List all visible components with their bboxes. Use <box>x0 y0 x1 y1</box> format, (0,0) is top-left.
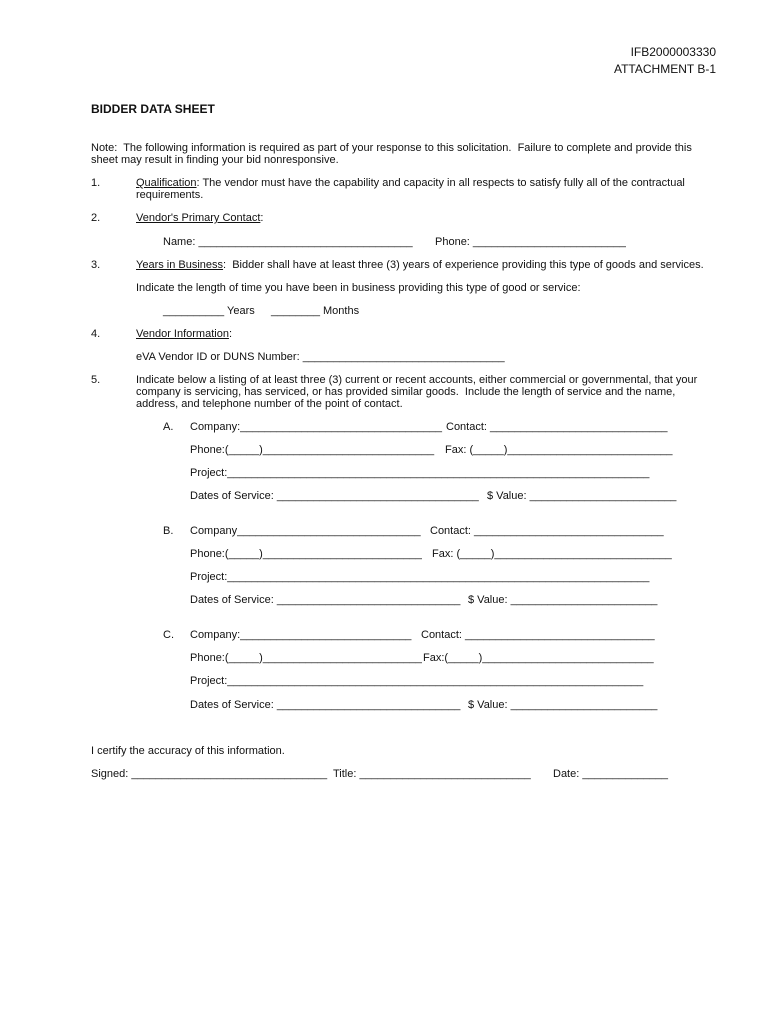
months-field[interactable]: ________ Months <box>271 305 360 317</box>
contact-phone-field[interactable]: Phone: _________________________ <box>435 236 626 248</box>
item-4-line <box>136 328 232 340</box>
certify-statement: I certify the accuracy of this information. <box>91 745 285 757</box>
item-2-number: 2. <box>91 212 101 224</box>
years-field[interactable]: __________ Years <box>163 305 255 317</box>
note-line-1: Note: The following information is required as part of your response to this solicitation. Failure to complete and provide this <box>91 142 692 154</box>
years-indicate-text: Indicate the length of time you have been in business providing this type of good or service: <box>136 282 581 294</box>
item-5-line-3: address, and telephone number of the point of contact. <box>136 398 403 410</box>
account-b-value-field[interactable]: $ Value: ________________________ <box>468 594 658 606</box>
page-title: BIDDER DATA SHEET <box>91 102 215 116</box>
account-a-phone-field[interactable]: Phone:(_____)____________________________ <box>190 444 435 456</box>
account-c-phone-field[interactable]: Phone:(_____)__________________________ <box>190 652 422 664</box>
eva-vendor-id-field[interactable]: eVA Vendor ID or DUNS Number: _________________________________ <box>136 351 505 363</box>
account-b-contact-field[interactable]: Contact: _______________________________ <box>430 525 664 537</box>
account-a-letter: A. <box>163 421 174 433</box>
item-4-number: 4. <box>91 328 101 340</box>
account-c-project-field[interactable]: Project:____________________________________________________________________ <box>190 675 644 687</box>
account-b-project-field[interactable]: Project:_____________________________________________________________________ <box>190 571 650 583</box>
qualification-heading: Qualification <box>136 177 197 189</box>
signer-title-field[interactable]: Title: ____________________________ <box>333 768 531 780</box>
account-c-fax-field[interactable]: Fax:(_____)____________________________ <box>423 652 654 664</box>
note-line-2: sheet may result in finding your bid nonresponsive. <box>91 154 339 166</box>
item-1-number: 1. <box>91 177 101 189</box>
vendor-information-heading: Vendor Information <box>136 328 229 340</box>
account-a-project-field[interactable]: Project:_____________________________________________________________________ <box>190 467 650 479</box>
attachment-label: ATTACHMENT B-1 <box>613 62 716 76</box>
account-b-phone-field[interactable]: Phone:(_____)__________________________ <box>190 548 422 560</box>
item-3-number: 3. <box>91 259 101 271</box>
account-c-company-field[interactable]: Company:____________________________ <box>190 629 412 641</box>
item-5-line-2: company is servicing, has serviced, or has provided similar goods. Include the length of service and the name, <box>136 386 676 398</box>
account-b-letter: B. <box>163 525 174 537</box>
signature-field[interactable]: Signed: ________________________________ <box>91 768 328 780</box>
account-c-contact-field[interactable]: Contact: _______________________________ <box>421 629 655 641</box>
account-b-fax-field[interactable]: Fax: (_____)_____________________________ <box>432 548 672 560</box>
primary-contact-heading: Vendor's Primary Contact <box>136 212 261 224</box>
account-c-letter: C. <box>163 629 174 641</box>
item-3-line <box>136 259 704 271</box>
account-a-contact-field[interactable]: Contact: _____________________________ <box>446 421 668 433</box>
item-1-line-2: requirements. <box>136 189 204 201</box>
account-a-fax-field[interactable]: Fax: (_____)___________________________ <box>445 444 673 456</box>
item-5-line-1: Indicate below a listing of at least three (3) current or recent accounts, either commercial or governmental, that your <box>136 374 698 386</box>
account-a-dates-field[interactable]: Dates of Service: _________________________________ <box>190 490 479 502</box>
years-in-business-text: : Bidder shall have at least three (3) years of experience providing this type of goods and services. <box>223 259 704 271</box>
account-c-value-field[interactable]: $ Value: ________________________ <box>468 699 658 711</box>
account-b-dates-field[interactable]: Dates of Service: ______________________________ <box>190 594 461 606</box>
signature-date-field[interactable]: Date: ______________ <box>553 768 668 780</box>
primary-contact-colon: : <box>260 212 264 224</box>
item-2-line <box>136 212 263 224</box>
account-a-company-field[interactable]: Company:_________________________________ <box>190 421 443 433</box>
vendor-information-colon: : <box>228 328 233 340</box>
qualification-text: : The vendor must have the capability and capacity in all respects to satisfy fully all of the contractual <box>196 177 685 189</box>
item-1-line-1 <box>136 177 685 189</box>
account-c-dates-field[interactable]: Dates of Service: ______________________________ <box>190 699 461 711</box>
contact-name-field[interactable]: Name: ___________________________________ <box>163 236 413 248</box>
years-in-business-heading: Years in Business <box>136 259 224 271</box>
account-a-value-field[interactable]: $ Value: ________________________ <box>487 490 677 502</box>
item-5-number: 5. <box>91 374 101 386</box>
ifb-number: IFB2000003330 <box>630 45 716 59</box>
account-b-company-field[interactable]: Company______________________________ <box>190 525 421 537</box>
